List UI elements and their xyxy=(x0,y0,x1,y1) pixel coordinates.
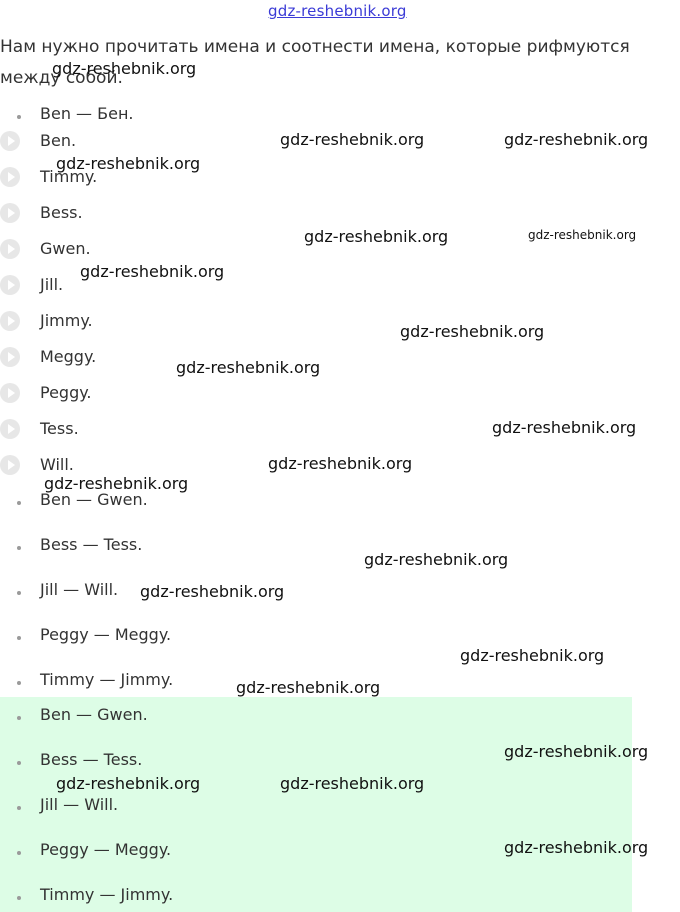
bullet-icon xyxy=(17,115,21,119)
bullet-icon xyxy=(17,851,21,855)
audio-name: Peggy. xyxy=(40,383,92,402)
bullet-icon xyxy=(17,896,21,900)
watermark: gdz-reshebnik.org xyxy=(236,678,381,697)
watermark: gdz-reshebnik.org xyxy=(80,262,225,281)
play-icon[interactable] xyxy=(0,131,20,151)
watermark: gdz-reshebnik.org xyxy=(400,322,545,341)
audio-name: Will. xyxy=(40,455,74,474)
watermark: gdz-reshebnik.org xyxy=(280,130,425,149)
watermark: gdz-reshebnik.org xyxy=(268,454,413,473)
pair-line: Timmy — Jimmy. xyxy=(40,670,174,689)
audio-name: Jill. xyxy=(40,275,64,294)
bullet-icon xyxy=(17,716,21,720)
watermark: gdz-reshebnik.org xyxy=(504,130,649,149)
play-icon[interactable] xyxy=(0,347,20,367)
bullet-icon xyxy=(17,806,21,810)
pair-line: Bess — Tess. xyxy=(40,535,143,554)
play-icon[interactable] xyxy=(0,311,20,331)
answer-line: Jill — Will. xyxy=(40,795,119,814)
watermark: gdz-reshebnik.org xyxy=(52,59,197,78)
audio-name: Tess. xyxy=(40,419,79,438)
pair-line: Jill — Will. xyxy=(40,580,119,599)
pair-line: Ben — Gwen. xyxy=(40,490,148,509)
play-icon[interactable] xyxy=(0,203,20,223)
play-icon[interactable] xyxy=(0,419,20,439)
watermark: gdz-reshebnik.org xyxy=(140,582,285,601)
bullet-icon xyxy=(17,681,21,685)
answer-line: Timmy — Jimmy. xyxy=(40,885,174,904)
bullet-icon xyxy=(17,636,21,640)
audio-name: Bess. xyxy=(40,203,83,222)
audio-name: Meggy. xyxy=(40,347,97,366)
translation-line: Ben — Бен. xyxy=(40,104,134,123)
bullet-icon xyxy=(17,501,21,505)
play-icon[interactable] xyxy=(0,383,20,403)
answer-line: Ben — Gwen. xyxy=(40,705,148,724)
watermark: gdz-reshebnik.org xyxy=(528,228,637,242)
bullet-icon xyxy=(17,591,21,595)
audio-name: Jimmy. xyxy=(40,311,93,330)
play-icon[interactable] xyxy=(0,239,20,259)
play-icon[interactable] xyxy=(0,455,20,475)
watermark: gdz-reshebnik.org xyxy=(176,358,321,377)
answer-line: Peggy — Meggy. xyxy=(40,840,172,859)
pair-line: Peggy — Meggy. xyxy=(40,625,172,644)
audio-name: Timmy. xyxy=(40,167,98,186)
site-link[interactable]: gdz-reshebnik.org xyxy=(268,2,407,20)
watermark: gdz-reshebnik.org xyxy=(492,418,637,437)
bullet-icon xyxy=(17,761,21,765)
watermark: gdz-reshebnik.org xyxy=(364,550,509,569)
watermark: gdz-reshebnik.org xyxy=(44,474,189,493)
answer-line: Bess — Tess. xyxy=(40,750,143,769)
audio-name: Gwen. xyxy=(40,239,91,258)
watermark: gdz-reshebnik.org xyxy=(280,774,425,793)
watermark: gdz-reshebnik.org xyxy=(460,646,605,665)
watermark: gdz-reshebnik.org xyxy=(504,838,649,857)
task-instruction: Нам нужно прочитать имена и соотнести имена, которые рифмуются между собой. xyxy=(0,37,630,88)
play-icon[interactable] xyxy=(0,275,20,295)
watermark: gdz-reshebnik.org xyxy=(56,154,201,173)
watermark: gdz-reshebnik.org xyxy=(504,742,649,761)
watermark: gdz-reshebnik.org xyxy=(56,774,201,793)
watermark: gdz-reshebnik.org xyxy=(304,227,449,246)
play-icon[interactable] xyxy=(0,167,20,187)
audio-name: Ben. xyxy=(40,131,77,150)
bullet-icon xyxy=(17,546,21,550)
